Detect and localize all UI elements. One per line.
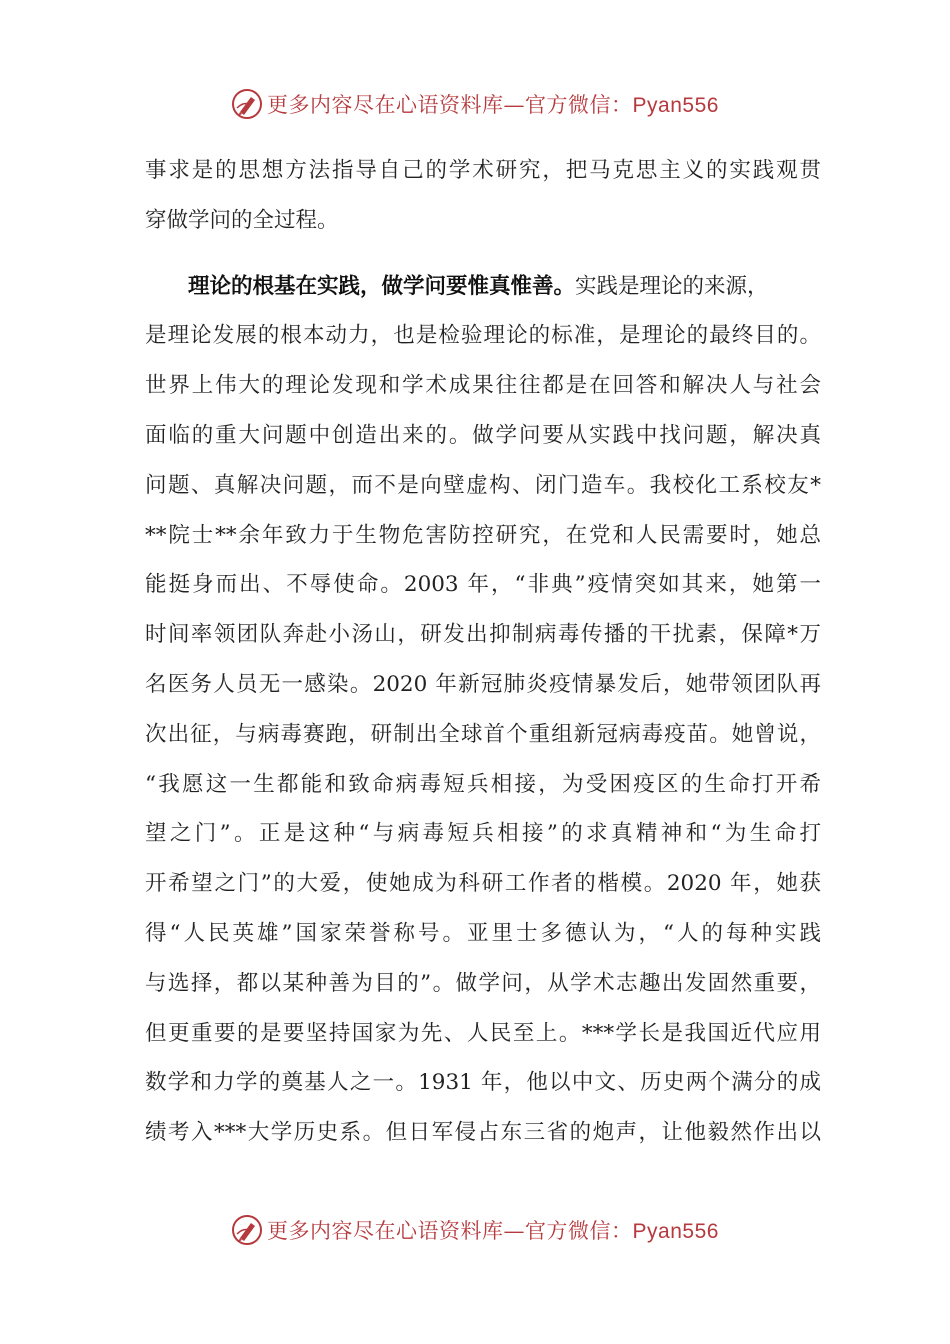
text-line: 是理论发展的根本动力，也是检验理论的标准，是理论的最终目的。 xyxy=(145,323,821,349)
pen-nib-icon xyxy=(231,88,263,120)
header-banner-text: 更多内容尽在心语资料库—官方微信：Pyan556 xyxy=(267,93,719,117)
text-line: 绩考入***大学历史系。但日军侵占东三省的炮声，让他毅然作出以 xyxy=(145,1120,821,1146)
text-line: 面临的重大问题中创造出来的。做学问要从实践中找问题，解决真 xyxy=(145,422,821,448)
text-line: 能挺身而出、不辱使命。2003 年，“非典”疫情突如其来，她第一 xyxy=(145,572,821,598)
pen-nib-icon xyxy=(231,1214,263,1246)
text-line: 但更重要的是要坚持国家为先、人民至上。***学长是我国近代应用 xyxy=(145,1020,821,1046)
text-line: **院士**余年致力于生物危害防控研究，在党和人民需要时，她总 xyxy=(145,522,821,548)
header-banner-wechat-id: Pyan556 xyxy=(632,94,719,117)
text-line: “我愿这一生都能和致命病毒短兵相接，为受困疫区的生命打开希 xyxy=(145,771,821,797)
text-span: 实践是理论的来源， xyxy=(575,273,769,299)
paragraph-1 xyxy=(145,146,821,246)
footer-banner xyxy=(0,1208,950,1252)
text-line: 时间率领团队奔赴小汤山，研发出抑制病毒传播的干扰素，保障*万 xyxy=(145,622,821,648)
text-line: 望之门”。正是这种“与病毒短兵相接”的求真精神和“为生命打 xyxy=(145,821,821,847)
text-line: 次出征，与病毒赛跑，研制出全球首个重组新冠病毒疫苗。她曾说， xyxy=(145,721,821,747)
text-line: 问题、真解决问题，而不是向壁虚构、闭门造车。我校化工系校友* xyxy=(145,472,821,498)
text-line: 穿做学问的全过程。 xyxy=(145,207,339,233)
paragraph-2 xyxy=(145,262,821,1158)
text-line: 世界上伟大的理论发现和学术成果往往都是在回答和解决人与社会 xyxy=(145,373,821,399)
paragraph-heading: 理论的根基在实践，做学问要惟真惟善。 xyxy=(188,273,576,299)
footer-banner-text: 更多内容尽在心语资料库—官方微信：Pyan556 xyxy=(267,1219,719,1243)
text-line: 与选择，都以某种善为目的”。做学问，从学术志趣出发固然重要， xyxy=(145,970,821,996)
text-line: 得“人民英雄”国家荣誉称号。亚里士多德认为，“人的每种实践 xyxy=(145,920,821,946)
footer-banner-wechat-id: Pyan556 xyxy=(632,1220,719,1243)
text-line: 名医务人员无一感染。2020 年新冠肺炎疫情暴发后，她带领团队再 xyxy=(145,671,821,697)
text-line: 数学和力学的奠基人之一。1931 年，他以中文、历史两个满分的成 xyxy=(145,1070,821,1096)
text-line: 开希望之门”的大爱，使她成为科研工作者的楷模。2020 年，她获 xyxy=(145,871,821,897)
document-body xyxy=(145,146,821,1158)
text-line: 事求是的思想方法指导自己的学术研究，把马克思主义的实践观贯 xyxy=(145,158,821,183)
header-banner xyxy=(0,82,950,126)
text-line xyxy=(145,262,821,312)
